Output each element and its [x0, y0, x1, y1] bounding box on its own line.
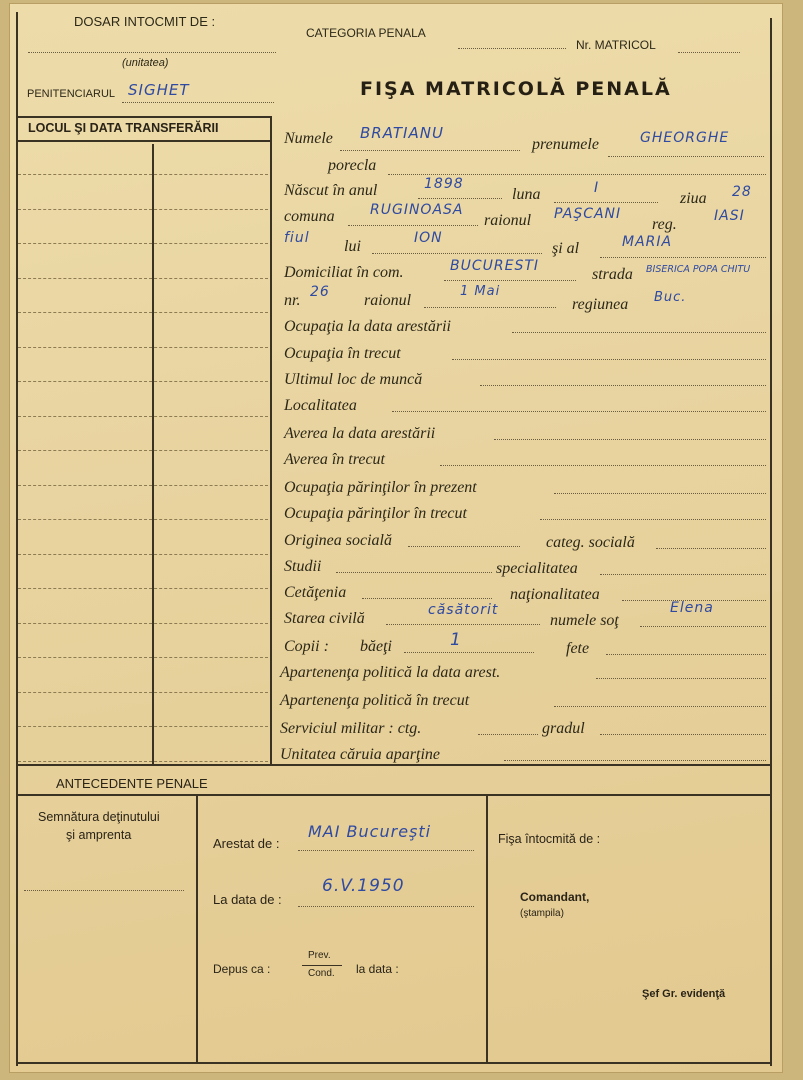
table-row-line	[18, 416, 268, 417]
la-data-value: 6.V.1950	[322, 876, 405, 896]
table-row-line	[18, 450, 268, 451]
nascut-an: 1898	[424, 176, 464, 192]
bottom-border	[16, 1062, 772, 1064]
regiunea-label: regiunea	[572, 296, 629, 313]
categoria-label: CATEGORIA PENALA	[306, 26, 426, 40]
table-row-line	[18, 657, 268, 658]
table-row-line	[18, 278, 268, 279]
ocup-parinti-trecut: Ocupaţia părinţilor în trecut	[284, 505, 467, 522]
regiunea-value: Buc.	[654, 290, 687, 305]
transfer-title: LOCUL ŞI DATA TRANSFERĂRII	[28, 121, 219, 135]
unitatea-label: (unitatea)	[122, 57, 169, 69]
serviciul-label: Serviciul militar : ctg.	[280, 720, 422, 737]
raionul2-label: raionul	[364, 292, 412, 309]
cond-label: Cond.	[308, 968, 335, 979]
copii-label: Copii :	[284, 638, 329, 655]
strada-label: strada	[592, 266, 633, 283]
nr-value: 26	[310, 284, 330, 300]
antecedente-line	[16, 794, 772, 796]
categoria-line	[458, 48, 566, 49]
fisa-divider	[486, 796, 488, 1064]
starea-label: Starea civilă	[284, 610, 365, 627]
matricol-label: Nr. MATRICOL	[576, 38, 656, 52]
antecedente-title: ANTECEDENTE PENALE	[56, 776, 208, 791]
averea-arest: Averea la data arestării	[284, 425, 436, 442]
left-border	[16, 12, 18, 1066]
table-row-line	[18, 588, 268, 589]
dosar-line	[28, 52, 276, 53]
domiciliat-label: Domiciliat în com.	[284, 264, 404, 281]
table-row-line	[18, 519, 268, 520]
averea-trecut: Averea în trecut	[284, 451, 385, 468]
depus-label: Depus ca :	[213, 962, 271, 976]
table-row-line	[18, 554, 268, 555]
table-row-line	[18, 761, 268, 762]
table-row-line	[18, 347, 268, 348]
prenumele-value: GHEORGHE	[640, 130, 730, 146]
sef-label: Şef Gr. evidenţă	[642, 988, 726, 1000]
stampila-label: (ştampila)	[520, 908, 564, 919]
penitenciar-label: PENITENCIARUL	[27, 88, 116, 100]
dosar-label: DOSAR INTOCMIT DE :	[74, 14, 216, 29]
comuna-label: comuna	[284, 208, 335, 225]
gradul-label: gradul	[542, 720, 585, 737]
lui-label: lui	[344, 238, 361, 255]
fisa-label: Fişa întocmită de :	[498, 832, 601, 846]
ocupatia-trecut: Ocupaţia în trecut	[284, 345, 401, 362]
reg-label: reg.	[652, 216, 677, 233]
ocupatia-arest: Ocupaţia la data arestării	[284, 318, 451, 335]
table-row-line	[18, 209, 268, 210]
table-mid-line	[152, 144, 154, 764]
ziua-label: ziua	[680, 190, 707, 207]
apart-arest: Apartenenţa politică la data arest.	[280, 664, 501, 681]
matricol-line	[678, 52, 740, 53]
comandant-label: Comandant,	[520, 890, 590, 904]
record-sheet	[10, 4, 782, 1072]
raionul-value: PAŞCANI	[554, 206, 622, 222]
numele-label: Numele	[284, 130, 333, 147]
numele-sot-label: numele soţ	[550, 612, 619, 629]
table-row-line	[18, 381, 268, 382]
page-title: FIŞA MATRICOLĂ PENALĂ	[360, 78, 672, 100]
luna-label: luna	[512, 186, 541, 203]
table-row-line	[18, 726, 268, 727]
prev-label: Prev.	[308, 950, 331, 961]
la-data2-label: la data :	[356, 962, 399, 976]
table-row-line	[18, 485, 268, 486]
nascut-label: Născut în anul	[284, 182, 378, 199]
bottom-section-top	[16, 764, 772, 766]
comuna-value: RUGINOASA	[370, 202, 464, 218]
si-al-label: şi al	[552, 240, 580, 257]
tata-value: ION	[414, 230, 443, 246]
prenumele-label: prenumele	[532, 136, 599, 153]
fete-label: fete	[566, 640, 590, 657]
nationalitatea-label: naţionalitatea	[510, 586, 600, 603]
arestat-value: MAI Bucureşti	[308, 822, 432, 841]
strada-value: BISERICA POPA CHITU	[646, 264, 751, 275]
starea-value: căsătorit	[428, 602, 499, 618]
table-row-line	[18, 243, 268, 244]
studii-label: Studii	[284, 558, 322, 575]
fiul-value: fiul	[284, 230, 310, 246]
raionul2-value: 1 Mai	[460, 284, 501, 299]
raionul-label: raionul	[484, 212, 532, 229]
porecla-label: porecla	[328, 157, 377, 174]
apart-trecut: Apartenenţa politică în trecut	[280, 692, 470, 709]
categ-label: categ. socială	[546, 534, 635, 551]
domiciliat-value: BUCURESTI	[450, 258, 540, 274]
numele-value: BRATIANU	[360, 124, 444, 142]
ultimul-loc: Ultimul loc de muncă	[284, 371, 423, 388]
localitatea: Localitatea	[284, 397, 357, 414]
cetatenia-label: Cetăţenia	[284, 584, 347, 601]
specialitatea-label: specialitatea	[496, 560, 578, 577]
nr-label: nr.	[284, 292, 301, 309]
ziua-value: 28	[732, 184, 752, 200]
semnatura-line2: şi amprenta	[66, 828, 132, 842]
table-right-line	[270, 116, 272, 766]
arestat-label: Arestat de :	[213, 836, 280, 851]
sot-value: Elena	[670, 600, 714, 616]
table-top-line	[16, 116, 270, 118]
table-row-line	[18, 623, 268, 624]
baeti-label: băeţi	[360, 638, 392, 655]
table-row-line	[18, 312, 268, 313]
table-row-line	[18, 174, 268, 175]
table-title-bottom	[16, 140, 270, 142]
right-border	[770, 18, 772, 1066]
penitenciar-value: SIGHET	[128, 81, 190, 99]
originea-label: Originea socială	[284, 532, 392, 549]
mama-value: MARIA	[622, 234, 673, 250]
semnatura-line1: Semnătura deţinutului	[38, 810, 160, 824]
ocup-parinti-prezent: Ocupaţia părinţilor în prezent	[284, 479, 477, 496]
baeti-value: 1	[450, 630, 462, 650]
reg-value: IASI	[714, 208, 745, 224]
sig-divider	[196, 796, 198, 1064]
luna-value: I	[594, 180, 600, 196]
penitenciar-line	[122, 102, 274, 103]
la-data-label: La data de :	[213, 892, 282, 907]
table-row-line	[18, 692, 268, 693]
unitatea-label-field: Unitatea căruia aparţine	[280, 746, 440, 763]
